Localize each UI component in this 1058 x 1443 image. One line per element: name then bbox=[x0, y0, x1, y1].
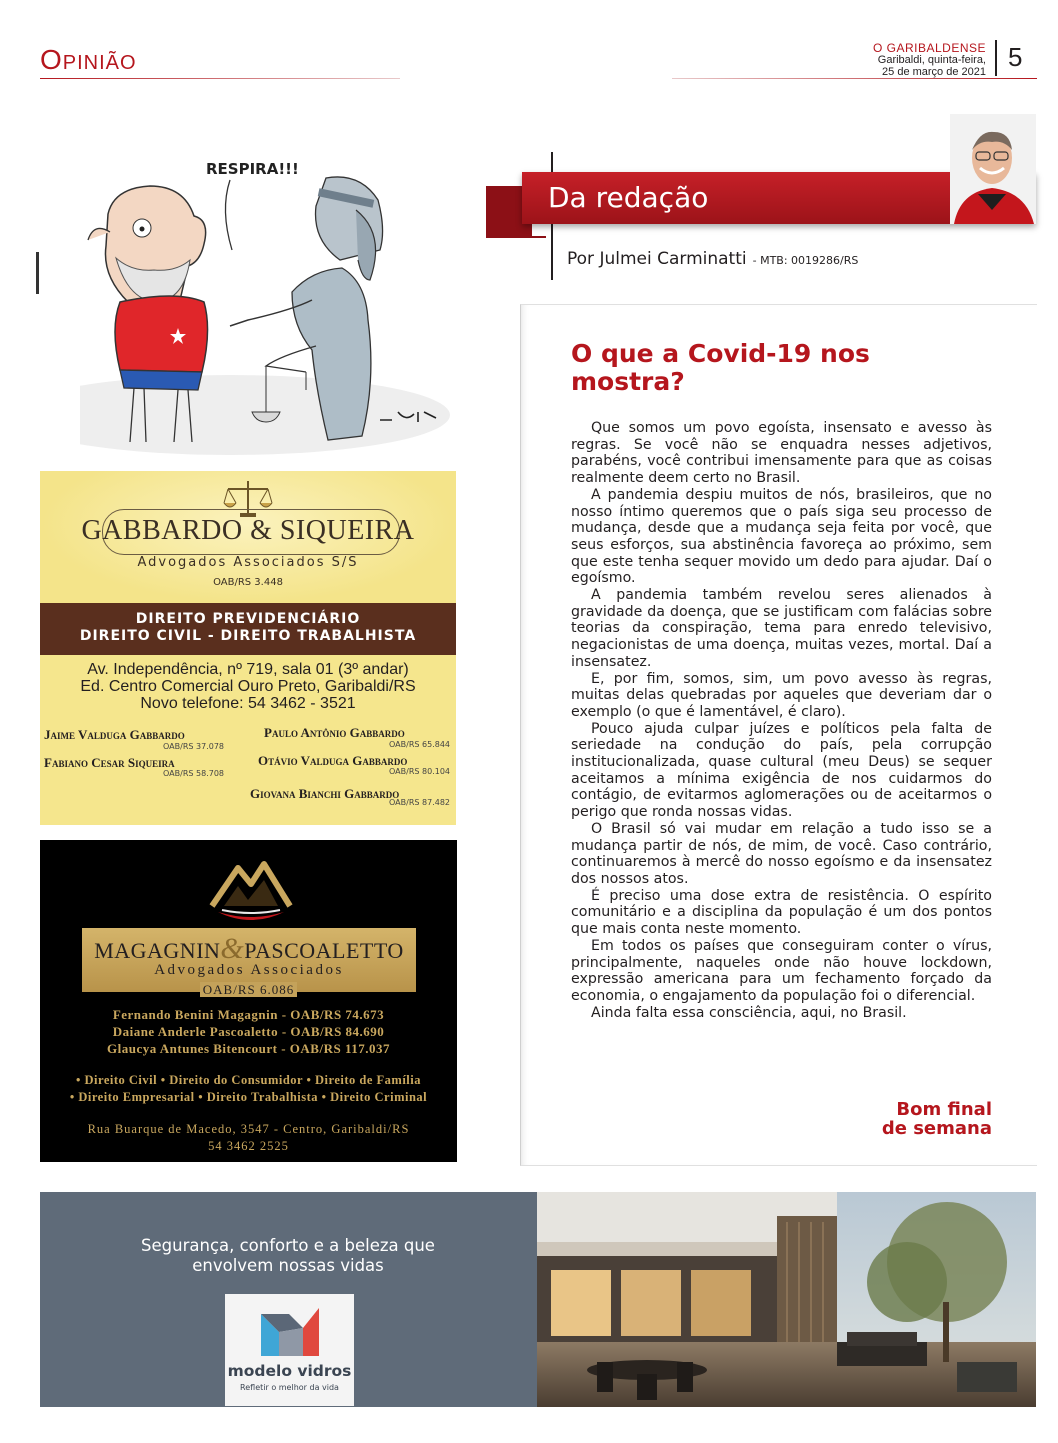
article-paragraph: Que somos um povo egoísta, insensato e avesso às regras. Se você não se enquadra nesses adjetivos, parabéns, você contribui imensamente para que as coisas realmente deem certo no Brasil. bbox=[571, 420, 992, 487]
address-line-2: Ed. Centro Comercial Ouro Preto, Garibaldi/RS bbox=[80, 678, 416, 695]
author-portrait bbox=[950, 114, 1036, 224]
article-body bbox=[571, 420, 992, 1021]
author-name: Por Julmei Carminatti bbox=[567, 249, 747, 269]
column-title: Da redação bbox=[548, 181, 709, 214]
modelo-slogan: Refletir o melhor da vida bbox=[240, 1383, 339, 1392]
article-paragraph: Pouco ajuda culpar juízes e políticos pela falta de seriedade na condução do país, pela corrupção institucionalizada, quase cultural (meu Deus) se sequer aceitamos a mínima exigência de nos cuidarmos do contágio, de evitarmos aglomerações ou de aceitarmos o perigo que ronda nossas vidas. bbox=[571, 720, 992, 821]
ad-modelo-tagline bbox=[40, 1236, 536, 1276]
date-line-2: 25 de março de 2021 bbox=[882, 66, 986, 78]
ad-magagnin-pascoaletto[interactable] bbox=[40, 840, 457, 1162]
practice-line-1: DIREITO PREVIDENCIÁRIO bbox=[135, 611, 361, 627]
ad-gabbardo-address bbox=[40, 661, 456, 712]
article-closing bbox=[882, 1100, 992, 1138]
lawyer-name: Paulo Antônio Gabbardo bbox=[264, 725, 405, 740]
lawyer-oab: OAB/RS 65.844 bbox=[389, 740, 450, 749]
page-number-separator bbox=[995, 40, 997, 76]
name-right: PASCOALETTO bbox=[244, 938, 404, 963]
publication-name: O GARIBALDENSE bbox=[872, 41, 986, 55]
house-terrace-photo bbox=[537, 1192, 1036, 1407]
article-paragraph: Em todos os países que conseguiram conter o vírus, principalmente, naqueles onde não houve lockdown, expressão americana para um fechamento forçado da economia, o engajamento da população foi o diferencial. bbox=[571, 937, 992, 1004]
publication-info bbox=[873, 42, 986, 78]
closing-line-1: Bom final bbox=[896, 1099, 992, 1120]
address-line: Rua Buarque de Macedo, 3547 - Centro, Garibaldi/RS bbox=[87, 1122, 410, 1136]
modelo-m-icon bbox=[259, 1306, 321, 1358]
closing-line-2: de semana bbox=[881, 1118, 992, 1139]
phone-line: 54 3462 2525 bbox=[208, 1139, 289, 1153]
areas-line-2: • Direito Empresarial • Direito Trabalhista • Direito Criminal bbox=[69, 1090, 428, 1104]
lawyer-oab: OAB/RS 80.104 bbox=[389, 767, 450, 776]
ad-magagnin-oab-wrap bbox=[40, 982, 457, 998]
areas-line-1: • Direito Civil • Direito do Consumidor • Direito de Família bbox=[76, 1073, 421, 1087]
editorial-cartoon bbox=[80, 150, 460, 455]
article-paragraph: Ainda falta essa consciência, aqui, no Brasil. bbox=[591, 1004, 907, 1021]
article-paragraph: A pandemia também revelou seres alienados à gravidade da doença, que se justificam com falácias sobre teorias da conspiração, tema para enredo televisivo, negacionistas de uma doença, muitas vezes, mortal. Daí a insensatez. bbox=[571, 587, 992, 670]
phone-line: Novo telefone: 54 3462 - 3521 bbox=[140, 695, 356, 712]
name-left: MAGAGNIN bbox=[94, 938, 221, 963]
mountain-logo-icon bbox=[208, 850, 294, 924]
lawyer-oab: OAB/RS 37.078 bbox=[163, 742, 224, 751]
ad-magagnin-subtitle: Advogados Associados bbox=[154, 962, 344, 978]
header-rule-left bbox=[40, 78, 400, 79]
tagline-line-1: Segurança, conforto e a beleza que bbox=[141, 1236, 435, 1255]
article-headline: O que a Covid-19 nos mostra? bbox=[571, 339, 870, 396]
lawyer-name: Jaime Valduga Gabbardo bbox=[44, 727, 185, 742]
ad-magagnin-lawyers bbox=[40, 1006, 457, 1057]
ad-gabbardo-oab: OAB/RS 3.448 bbox=[213, 577, 283, 588]
practice-line-2: DIREITO CIVIL - DIREITO TRABALHISTA bbox=[79, 628, 417, 644]
lawyer-oab: OAB/RS 58.708 bbox=[163, 769, 224, 778]
ad-gabbardo-practice-band bbox=[40, 603, 456, 655]
lawyer-name: Giovana Bianchi Gabbardo bbox=[250, 786, 400, 801]
lawyer-line: Fernando Benini Magagnin - OAB/RS 74.673 bbox=[112, 1007, 385, 1022]
lawyer-line: Daiane Anderle Pascoaletto - OAB/RS 84.690 bbox=[112, 1024, 385, 1039]
address-line-1: Av. Independência, nº 719, sala 01 (3º andar) bbox=[87, 661, 409, 678]
cartoon-edge-mark bbox=[36, 252, 39, 294]
ad-magagnin-oab: OAB/RS 6.086 bbox=[200, 982, 297, 997]
modelo-vidros-logo bbox=[225, 1294, 354, 1406]
ad-magagnin-name bbox=[82, 932, 416, 966]
author-registration: - MTB: 0019286/RS bbox=[752, 254, 859, 267]
tagline-line-2: envolvem nossas vidas bbox=[192, 1256, 384, 1275]
section-title: Opinião bbox=[40, 44, 137, 75]
ad-gabbardo-subtitle: Advogados Associados S/S bbox=[137, 555, 359, 570]
article-paragraph: E, por fim, somos, sim, um povo avesso às regras, muitas delas quebradas por aqueles que deveriam dar o exemplo (o que é lamentável, é claro). bbox=[571, 670, 992, 720]
ad-gabbardo-siqueira[interactable] bbox=[40, 471, 456, 825]
lawyer-name: Fabiano Cesar Siqueira bbox=[44, 755, 175, 770]
cartoon-speech: RESPIRA!!! bbox=[206, 160, 299, 178]
banner-accent-line bbox=[486, 236, 546, 238]
date-line-1: Garibaldi, quinta-feira, bbox=[877, 54, 986, 66]
ad-modelo-vidros[interactable] bbox=[40, 1192, 1036, 1407]
article-paragraph: É preciso uma dose extra de resistência. O espírito comunitário e a disciplina da população é um dos pontos que mais conta neste momento. bbox=[571, 887, 992, 938]
name-ampersand: & bbox=[220, 932, 245, 965]
article-paragraph: A pandemia despiu muitos de nós, brasileiros, que no nosso íntimo queremos que o país siga seu processo de mudança, desde que a mudança seja feita por você, que seus esforços, sua abstinência favoreça ao próximo, sem que este tenha sequer movido um dedo para ajudar. Daí o egoísmo. bbox=[571, 486, 992, 587]
lawyer-oab: OAB/RS 87.482 bbox=[389, 798, 450, 807]
lawyer-line: Glaucya Antunes Bitencourt - OAB/RS 117.037 bbox=[107, 1041, 390, 1056]
ad-gabbardo-name: GABBARDO & SIQUEIRA bbox=[81, 515, 415, 546]
header-rule-right bbox=[672, 78, 1037, 79]
page-number: 5 bbox=[1008, 42, 1023, 72]
article-paragraph: O Brasil só vai mudar em relação a tudo isso se a mudança partir de nós, de mim, de você. Caso contrário, continuaremos à mercê do nosso egoísmo e da insensatez dos nossos atos. bbox=[571, 820, 992, 887]
lawyer-name: Otávio Valduga Gabbardo bbox=[258, 753, 408, 768]
ad-magagnin-areas bbox=[40, 1072, 457, 1106]
ad-magagnin-contact bbox=[40, 1121, 457, 1155]
byline bbox=[567, 249, 858, 269]
modelo-brand: modelo vidros bbox=[227, 1362, 352, 1380]
